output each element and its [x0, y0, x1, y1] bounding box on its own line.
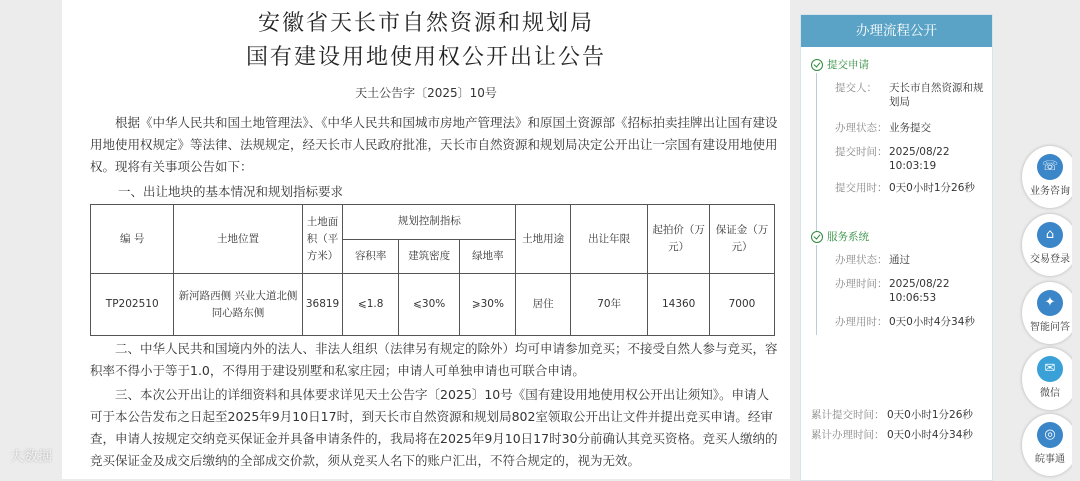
cell-deposit: 7000: [709, 274, 774, 336]
headset-icon: ☏: [1037, 154, 1063, 180]
check-circle-icon: [811, 231, 823, 243]
stage-submit-label: 提交申请: [827, 59, 869, 71]
cell-density: ⩽30%: [398, 274, 460, 336]
header-location: 土地位置: [174, 205, 302, 274]
header-planning: 规划控制指标: [343, 205, 516, 240]
house-icon: ⌂: [1037, 222, 1063, 248]
watermark: 大数据: [10, 449, 52, 465]
table-row: [91, 274, 775, 336]
stage-submit: [811, 57, 869, 72]
stage-service-label: 服务系统: [827, 231, 869, 243]
service-duration-row: 办理用时： 0天0小时4分34秒: [835, 316, 975, 328]
submit-time-row: 提交时间： 2025/08/22 10:03:19: [835, 146, 950, 172]
page-scrollbar[interactable]: [1072, 0, 1080, 479]
header-density: 建筑密度: [398, 239, 460, 274]
header-term: 出让年限: [570, 205, 647, 274]
stage-service: [811, 229, 869, 244]
land-plot-table: [90, 204, 775, 336]
header-deposit: 保证金（万元）: [709, 205, 774, 274]
wanshitong-icon: ◎: [1037, 422, 1063, 448]
header-far: 容积率: [343, 239, 398, 274]
header-use: 土地用途: [516, 205, 571, 274]
service-time-row: 办理时间： 2025/08/22 10:06:53: [835, 278, 950, 304]
cell-term: 70年: [570, 274, 647, 336]
smart-qa-button[interactable]: ✦ 智能问答: [1022, 282, 1078, 344]
cell-id: TP202510: [91, 274, 174, 336]
cell-start-price: 14360: [648, 274, 710, 336]
cell-green: ⩾30%: [460, 274, 516, 336]
submitter-row: 提交人： 天长市自然资源和规划局: [835, 82, 984, 108]
header-id: 编 号: [91, 205, 174, 274]
intro-paragraph: 根据《中华人民共和国土地管理法》、《中华人民共和国城市房地产管理法》和原国土资源部《招标拍卖挂牌出让国有建设用地使用权规定》等法律、法规规定，经天长市人民政府批准，天长市自然资源和规划局决定公开出让一宗国有建设用地使用权。现将有关事项公告如下：: [90, 115, 778, 174]
business-consult-button[interactable]: ☏ 业务咨询: [1022, 146, 1078, 208]
announcement-document: [62, 0, 790, 479]
check-circle-icon: [811, 59, 823, 71]
submit-duration-row: 提交用时： 0天0小时1分26秒: [835, 182, 975, 194]
robot-icon: ✦: [1037, 290, 1063, 316]
cell-location: 新河路西侧 兴业大道北侧同心路东侧: [174, 274, 302, 336]
wanshitong-button[interactable]: ◎ 皖事通: [1022, 414, 1078, 476]
section-1-heading: 一、出让地块的基本情况和规划指标要求: [118, 184, 344, 199]
timeline-line: [816, 73, 817, 231]
timeline-line: [816, 245, 817, 335]
wechat-icon: ✉: [1037, 356, 1063, 382]
total-handle-row: 累计办理时间： 0天0小时4分34秒: [811, 429, 973, 441]
panel-title: 办理流程公开: [801, 15, 992, 47]
cell-far: ⩽1.8: [343, 274, 398, 336]
trade-login-button[interactable]: ⌂ 交易登录: [1022, 214, 1078, 276]
title-line-2: 国有建设用地使用权公开出让公告: [245, 45, 606, 70]
document-number: 天土公告字〔2025〕10号: [355, 86, 497, 100]
section-3-paragraph: 三、本次公开出让的详细资料和具体要求详见天土公告字〔2025〕10号《国有建设用地使用权公开出让须知》。申请人可于本公告发布之日起至2025年9月10日17时，到天长市自然资源和规划局802室领取公开出让文件并提出竞买申请。经审查，申请人按规定交纳竞买保证金并具备申请条件的，我局将在2025年9月10日17时30分前确认其竞买资格。竞买人缴纳的竞买保证金及成交后缴纳的全部成交价款，须从竞买人名下的账户汇出，不符合规定的，视为无效。: [90, 387, 778, 468]
service-status-row: 办理状态： 通过: [835, 254, 910, 266]
header-start-price: 起拍价（万元）: [648, 205, 710, 274]
wechat-button[interactable]: ✉ 微信: [1022, 348, 1078, 410]
status-row: 办理状态： 业务提交: [835, 122, 931, 134]
total-submit-row: 累计提交时间： 0天0小时1分26秒: [811, 409, 973, 421]
header-green: 绿地率: [460, 239, 516, 274]
cell-area: 36819: [302, 274, 343, 336]
section-2-paragraph: 二、中华人民共和国境内外的法人、非法人组织（法律另有规定的除外）均可申请参加竞买；不接受自然人参与竞买，容积率不得小于等于1.0，不得用于建设别墅和私家庄园；申请人可单独申请也可联合申请。: [90, 341, 778, 378]
header-area: 土地面积（平方米）: [302, 205, 343, 274]
cell-use: 居住: [516, 274, 571, 336]
title-line-1: 安徽省天长市自然资源和规划局: [257, 11, 594, 36]
process-panel: [800, 14, 993, 481]
